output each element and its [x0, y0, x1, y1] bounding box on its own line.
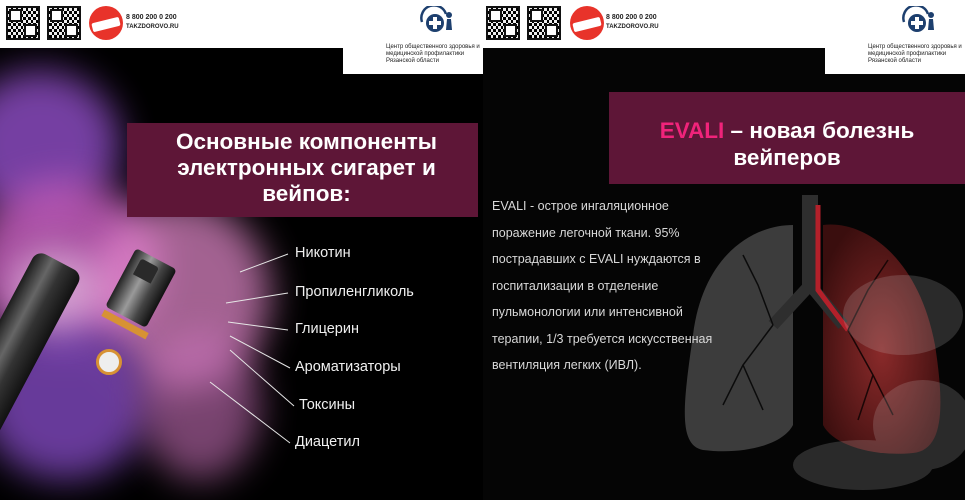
evali-heading: [609, 117, 965, 144]
promo-phone: 8 800 200 0 200: [606, 14, 657, 21]
promo-badge-icon: [570, 6, 604, 40]
org-name: Центр общественного здоровья и медицинской профилактики Рязанской области: [386, 44, 480, 64]
qr-code-icon: [527, 6, 561, 40]
health-center-logo-icon: [900, 6, 938, 38]
component-glycerin: Глицерин: [295, 321, 359, 337]
promo-phone: 8 800 200 0 200: [126, 14, 177, 21]
page-title: Основные компоненты электронных сигарет и вейпов:: [175, 129, 438, 206]
evali-title-box: [609, 92, 965, 184]
right-panel: [483, 0, 965, 500]
title-box: [127, 123, 478, 217]
component-toxins: Токсины: [299, 397, 356, 413]
component-flavors: Ароматизаторы: [295, 359, 401, 375]
evali-heading-accent: EVALI: [659, 118, 725, 143]
org-name: Центр общественного здоровья и медицинской профилактики Рязанской области: [868, 44, 962, 64]
component-diacetyl: Диацетил: [295, 434, 360, 450]
component-nicotine: Никотин: [295, 245, 351, 261]
qr-code-icon: [486, 6, 520, 40]
evali-heading-rest: – новая болезнь: [724, 118, 915, 143]
evali-description: EVALI - острое ингаляционное поражение легочной ткани. 95% пострадавших с EVALI нуждаются в госпитализации в отделение пульмонологии или интенсивной терапии, 1/3 требуется искусственная вентиляция легких (ИВЛ).: [492, 199, 713, 372]
component-propylene-glycol: Пропиленгликоль: [295, 284, 414, 300]
evali-heading-line2: вейперов: [733, 145, 841, 170]
promo-site: TAKZDOROVO.RU: [606, 24, 659, 30]
promo-site: TAKZDOROVO.RU: [126, 24, 179, 30]
